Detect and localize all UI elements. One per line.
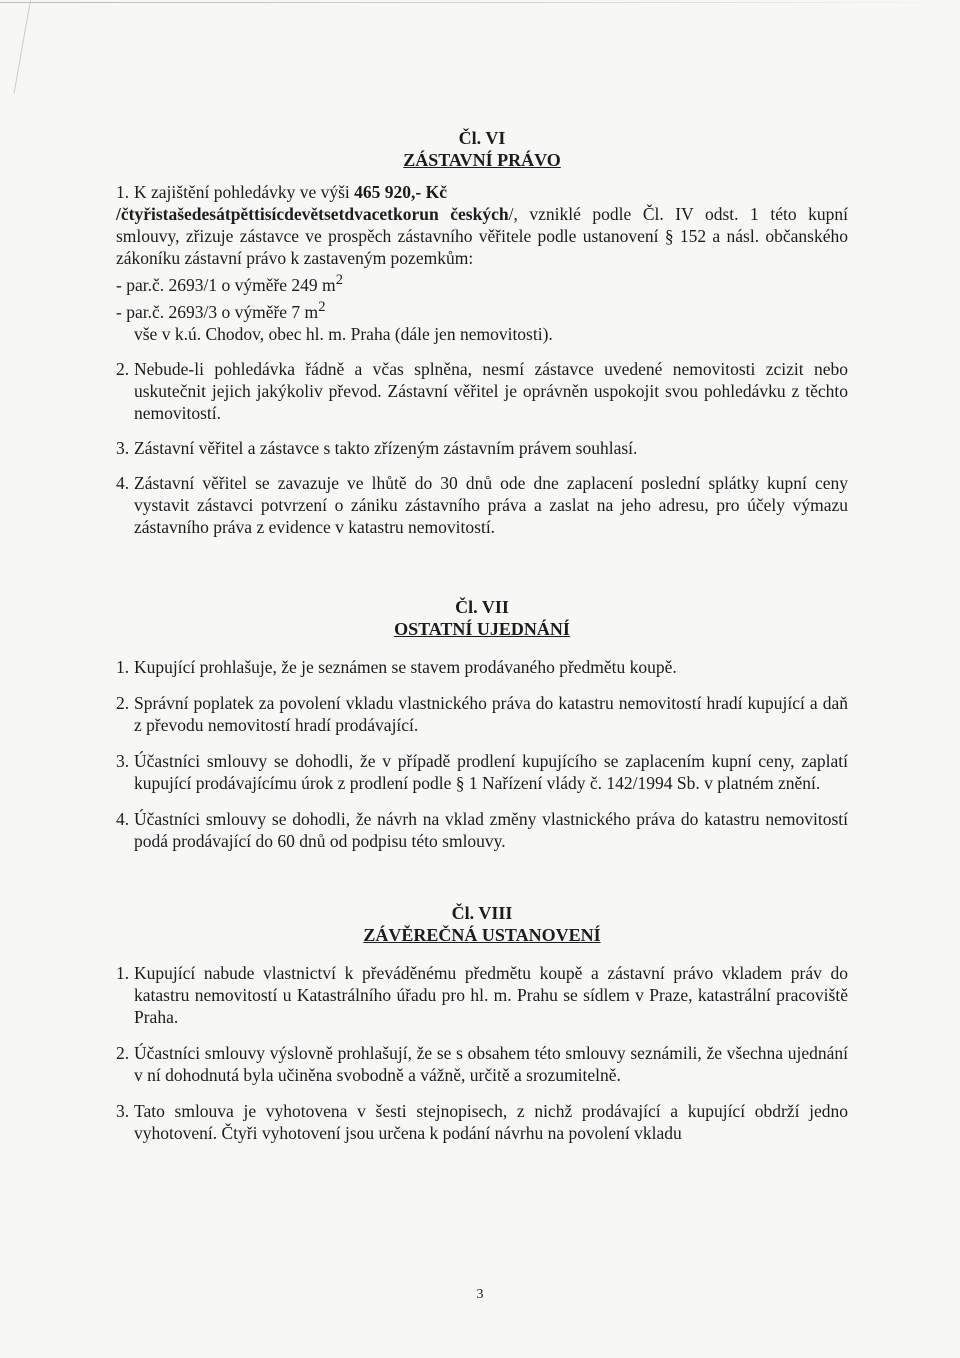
scan-edge-line [0, 2, 960, 3]
scan-edge-mark [14, 0, 31, 94]
s7-clause-1: 1. Kupující prohlašuje, že je seznámen se stavem prodávaného předmětu koupě. [116, 656, 677, 677]
s7-clause-2: 2. Správní poplatek za povolení vkladu vlastnického práva do katastru nemovitostí hradí kupující a daň z převodu nemovitostí hradí prodávající. [116, 692, 848, 735]
pledge-amount: 465 920,- Kč [354, 182, 448, 202]
s6-clause-3: 3. Zástavní věřitel a zástavce s takto zřízeným zástavním právem souhlasí. [116, 437, 638, 458]
section-7-heading [116, 596, 848, 640]
s6-clause-1-cont [116, 203, 848, 269]
section-6-number: Čl. VI [458, 128, 506, 148]
s6-clause-1 [116, 181, 848, 203]
clause-text: /, vzniklé podle Čl. IV odst. 1 této kupní smlouvy, zřizuje zástavce ve prospěch zástavního věřitele podle ustanovení § 152 a násl. občanského zákoníku zástavní právo k zastaveným pozemkům: [116, 204, 848, 268]
section-8-number: Čl. VIII [451, 902, 513, 923]
section-8-heading [116, 902, 848, 946]
s8-clause-3: 3. Tato smlouva je vyhotovena v šesti stejnopisech, z nichž prodávající a kupující obdrží jedno vyhotovení. Čtyři vyhotovení jsou určena k podání návrhu na povolení vkladu [116, 1100, 848, 1143]
section-7-title: OSTATNÍ UJEDNÁNÍ [394, 618, 570, 639]
s7-clause-3: 3. Účastníci smlouvy se dohodli, že v případě prodlení kupujícího se zaplacením kupní ceny, zaplatí kupující prodávajícímu úrok z prodlení podle § 1 Nařízení vlády č. 142/1994 Sb. v platném znění. [116, 750, 848, 793]
s8-clause-1: 1. Kupující nabude vlastnictví k převáděnému předmětu koupě a zástavní právo vkladem práv do katastru nemovitostí u Katastrálního úřadu pro hl. m. Prahu se sídlem v Praze, katastrální pracoviště Praha. [116, 962, 848, 1027]
amount-in-words: /čtyřistašedesátpěttisícdevětsetdvacetkorun českých [116, 204, 509, 224]
parcel-2: - par.č. 2693/3 o výměře 7 $m^2$ [116, 298, 326, 322]
section-6-title: ZÁSTAVNÍ PRÁVO [403, 150, 561, 170]
s8-clause-2: 2. Účastníci smlouvy výslovně prohlašují, že se s obsahem této smlouvy seznámili, že všechna ujednání v ní dohodnutá byla učiněna svobodně a vážně, určitě a srozumitelně. [116, 1042, 848, 1085]
page-number: 3 [476, 1287, 484, 1302]
clause-number: 1. [116, 182, 130, 202]
section-6-heading [116, 127, 848, 171]
parcel-1: - par.č. 2693/1 o výměře 249 $m^2$ [116, 272, 343, 295]
document-body [116, 127, 848, 1144]
section-7-number: Čl. VII [455, 596, 509, 617]
clause-text: K zajištění pohledávky ve výši [134, 182, 350, 202]
s6-clause-2: 2. Nebude-li pohledávka řádně a včas splněna, nesmí zástavce uvedené nemovitosti zcizit nebo uskutečnit jejich jakýkoliv převod. Zástavní věřitel je oprávněn uspokojit svou pohledávku z těchto nemovitostí. [116, 358, 848, 423]
parcel-location: vše v k.ú. Chodov, obec hl. m. Praha (dále jen nemovitosti). [134, 323, 553, 344]
s6-clause-4: 4. Zástavní věřitel se zavazuje ve lhůtě do 30 dnů ode dne zaplacení poslední splátky kupní ceny vystavit zástavci potvrzení o zániku zástavního práva a zaslat na jeho adresu, pro účely výmazu zástavního práva z evidence v katastru nemovitostí. [116, 472, 848, 537]
s7-clause-4: 4. Účastníci smlouvy se dohodli, že návrh na vklad změny vlastnického práva do katastru nemovitostí podá prodávající do 60 dnů od podpisu této smlouvy. [116, 808, 848, 851]
section-8-title: ZÁVĚREČNÁ USTANOVENÍ [363, 924, 601, 945]
